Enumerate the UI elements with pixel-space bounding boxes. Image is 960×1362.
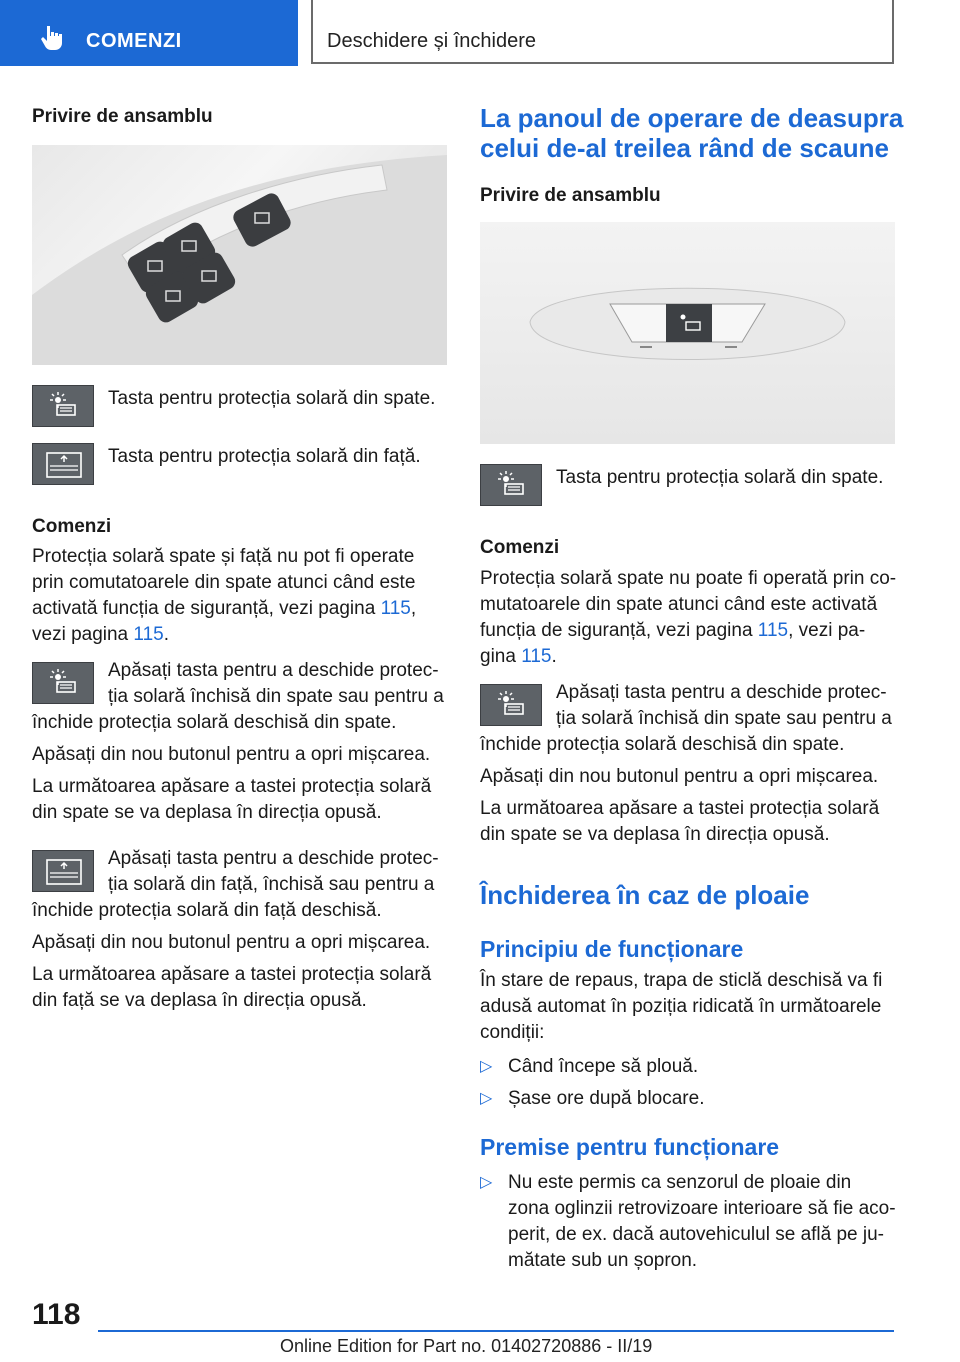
front-sunshade-key-icon — [32, 850, 94, 892]
rear-sunshade-key-icon — [480, 464, 542, 506]
chapter-tab-label: COMENZI — [86, 30, 182, 52]
left-key-rear-label: Tasta pentru protecția solară din spate. — [108, 388, 436, 409]
triangle-bullet-icon: ▷ — [480, 1090, 493, 1107]
right-controls-paragraph: Protecția solară spate nu poate fi operată prin co- mutatoarele din spate atunci când este activată funcția de siguranță, vezi pagina 115, vezi pa- gina 115. — [480, 568, 897, 667]
rear-sunshade-key-icon — [480, 684, 542, 726]
door-switches-photo — [32, 145, 447, 365]
overhead-panel-illustration — [480, 222, 895, 444]
left-overview-heading: Privire de ansamblu — [32, 106, 213, 127]
right-controls-heading: Comenzi — [480, 537, 560, 558]
page-header — [0, 0, 960, 66]
bullet-rain-sensor: ▷ Nu este permis ca senzorul de ploaie din zona oglinzii retrovizoare interioare să fie aco- perit, de ex. dacă autovehiculul se află pe ju- mătate sub un șopron. — [480, 1172, 896, 1271]
hand-pointer-icon — [38, 24, 66, 52]
page-link-115[interactable]: 115 — [757, 620, 789, 641]
left-key-front-label: Tasta pentru protecția solară din față. — [108, 446, 421, 467]
section-tab-label: Deschidere și închidere — [327, 30, 536, 52]
page-link-115[interactable]: 115 — [380, 598, 411, 619]
chapter-tab[interactable] — [0, 0, 298, 66]
edition-info: Online Edition for Part no. 01402720886 - II/19 — [280, 1336, 653, 1356]
left-controls-paragraph: Protecția solară spate și față nu pot fi operate prin comutatoarele din spate atunci când este activată funcția de siguranță, vezi pagina 115, vezi pagina 115. — [32, 546, 417, 645]
premise-title: Premise pentru funcționare — [480, 1134, 780, 1160]
page-link-115[interactable]: 115 — [133, 624, 164, 645]
section-tab — [311, 0, 894, 64]
triangle-bullet-icon: ▷ — [480, 1058, 493, 1075]
right-overview-heading: Privire de ansamblu — [480, 185, 661, 206]
overhead-panel-photo — [480, 222, 895, 444]
rear-sunshade-key-icon — [32, 662, 94, 704]
front-sunshade-key-icon — [32, 443, 94, 485]
left-controls-heading: Comenzi — [32, 516, 112, 537]
rain-closing-title: Închiderea în caz de ploaie — [480, 880, 810, 910]
bullet-six-hours: ▷ Șase ore după blocare. — [480, 1086, 704, 1112]
triangle-bullet-icon: ▷ — [480, 1174, 493, 1191]
right-section-title: La panoul de operare de deasupra celui de-al treilea rând de scaune — [480, 103, 904, 163]
page-link-115[interactable]: 115 — [521, 646, 552, 667]
principle-title: Principiu de funcționare — [480, 936, 744, 962]
page-number: 118 — [32, 1298, 81, 1331]
right-key-rear-label: Tasta pentru protecția solară din spate. — [556, 467, 884, 488]
rear-sunshade-key-icon — [32, 385, 94, 427]
bullet-rain-start: ▷ Când începe să plouă. — [480, 1054, 698, 1080]
door-switches-illustration — [32, 145, 447, 365]
footer-divider — [98, 1330, 894, 1332]
